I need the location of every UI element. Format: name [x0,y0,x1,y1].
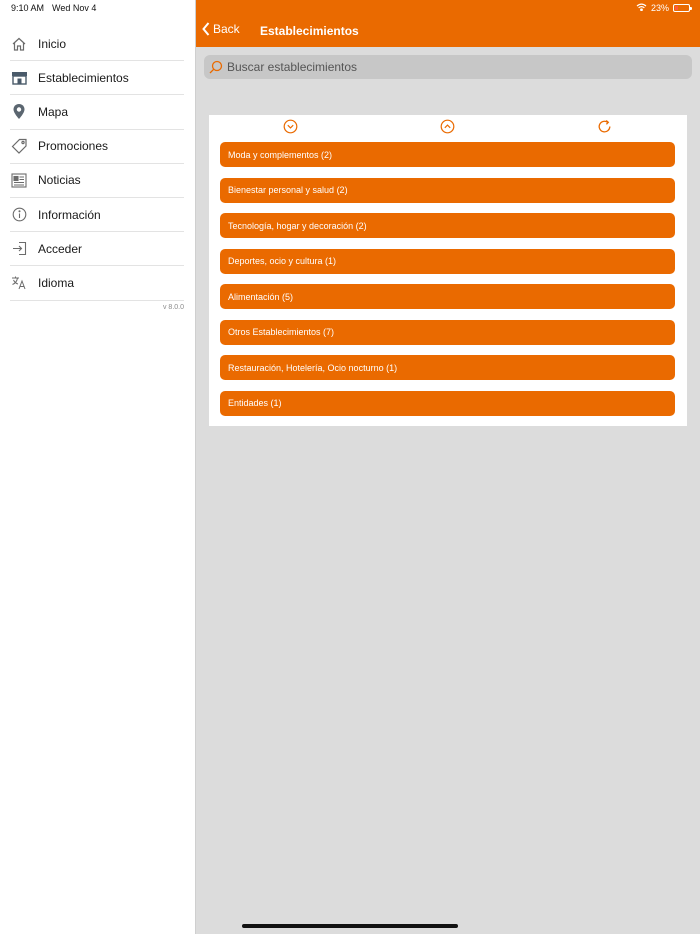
category-restauracion[interactable] [220,355,675,380]
translate-icon [10,274,28,292]
status-time: 9:10 AM [11,3,45,13]
sidebar-item-label: Promociones [38,139,109,154]
category-bienestar[interactable] [220,178,675,203]
status-bar-right [636,3,690,13]
info-icon [10,206,28,224]
category-list [220,142,675,426]
back-button[interactable] [202,22,240,36]
list-controls [209,115,687,139]
sidebar [0,0,196,934]
sidebar-item-label: Inicio [38,36,67,51]
expand-all-icon[interactable] [283,119,298,134]
battery-icon [673,4,690,12]
category-moda[interactable] [220,142,675,167]
category-tecnologia[interactable] [220,213,675,238]
sidebar-item-noticias[interactable] [10,164,184,198]
refresh-icon[interactable] [597,119,612,134]
collapse-all-icon[interactable] [440,119,455,134]
store-icon [10,69,28,87]
category-label: Deportes, ocio y cultura (1) [228,256,337,266]
search-icon [209,60,223,74]
category-label: Tecnología, hogar y decoración (2) [228,220,367,231]
sidebar-item-inicio[interactable] [10,27,184,61]
category-label: Otros Establecimientos (7) [228,327,335,337]
chevron-left-icon [202,22,210,36]
sidebar-item-establecimientos[interactable] [10,61,184,95]
page-title: Establecimientos [260,24,359,38]
sidebar-item-promociones[interactable] [10,130,184,164]
sidebar-item-label: Establecimientos [38,70,129,85]
sidebar-item-label: Mapa [38,104,69,119]
top-navigation-bar [196,0,700,47]
sidebar-item-idioma[interactable] [10,266,184,300]
category-label: Alimentación (5) [228,291,294,302]
battery-percent: 23% [650,3,669,13]
tag-icon [10,137,28,155]
home-icon [10,35,28,53]
status-date: Wed Nov 4 [52,3,97,13]
sidebar-item-label: Idioma [38,275,75,290]
status-bar-left [11,3,96,13]
category-entidades[interactable] [220,391,675,416]
sidebar-item-label: Acceder [38,241,83,256]
wifi-icon [636,3,647,13]
login-icon [10,240,28,258]
category-label: Bienestar personal y salud (2) [228,185,348,195]
category-label: Moda y complementos (2) [228,149,333,160]
categories-panel [209,115,687,426]
newspaper-icon [10,171,28,189]
category-alimentacion[interactable] [220,284,675,309]
search-bar [204,55,692,79]
back-button-label: Back [213,22,240,36]
category-deportes[interactable] [220,249,675,274]
sidebar-item-label: Información [38,207,101,222]
search-input[interactable] [227,60,667,74]
home-indicator[interactable] [242,924,458,928]
sidebar-nav [0,27,196,301]
category-otros[interactable] [220,320,675,345]
sidebar-item-mapa[interactable] [10,95,184,129]
category-label: Restauración, Hotelería, Ocio nocturno (1) [228,362,398,373]
category-label: Entidades (1) [228,398,282,408]
map-pin-icon [10,103,28,121]
sidebar-item-acceder[interactable] [10,232,184,266]
sidebar-item-informacion[interactable] [10,198,184,232]
sidebar-item-label: Noticias [38,173,81,188]
app-version: v 8.0.0 [162,304,184,311]
